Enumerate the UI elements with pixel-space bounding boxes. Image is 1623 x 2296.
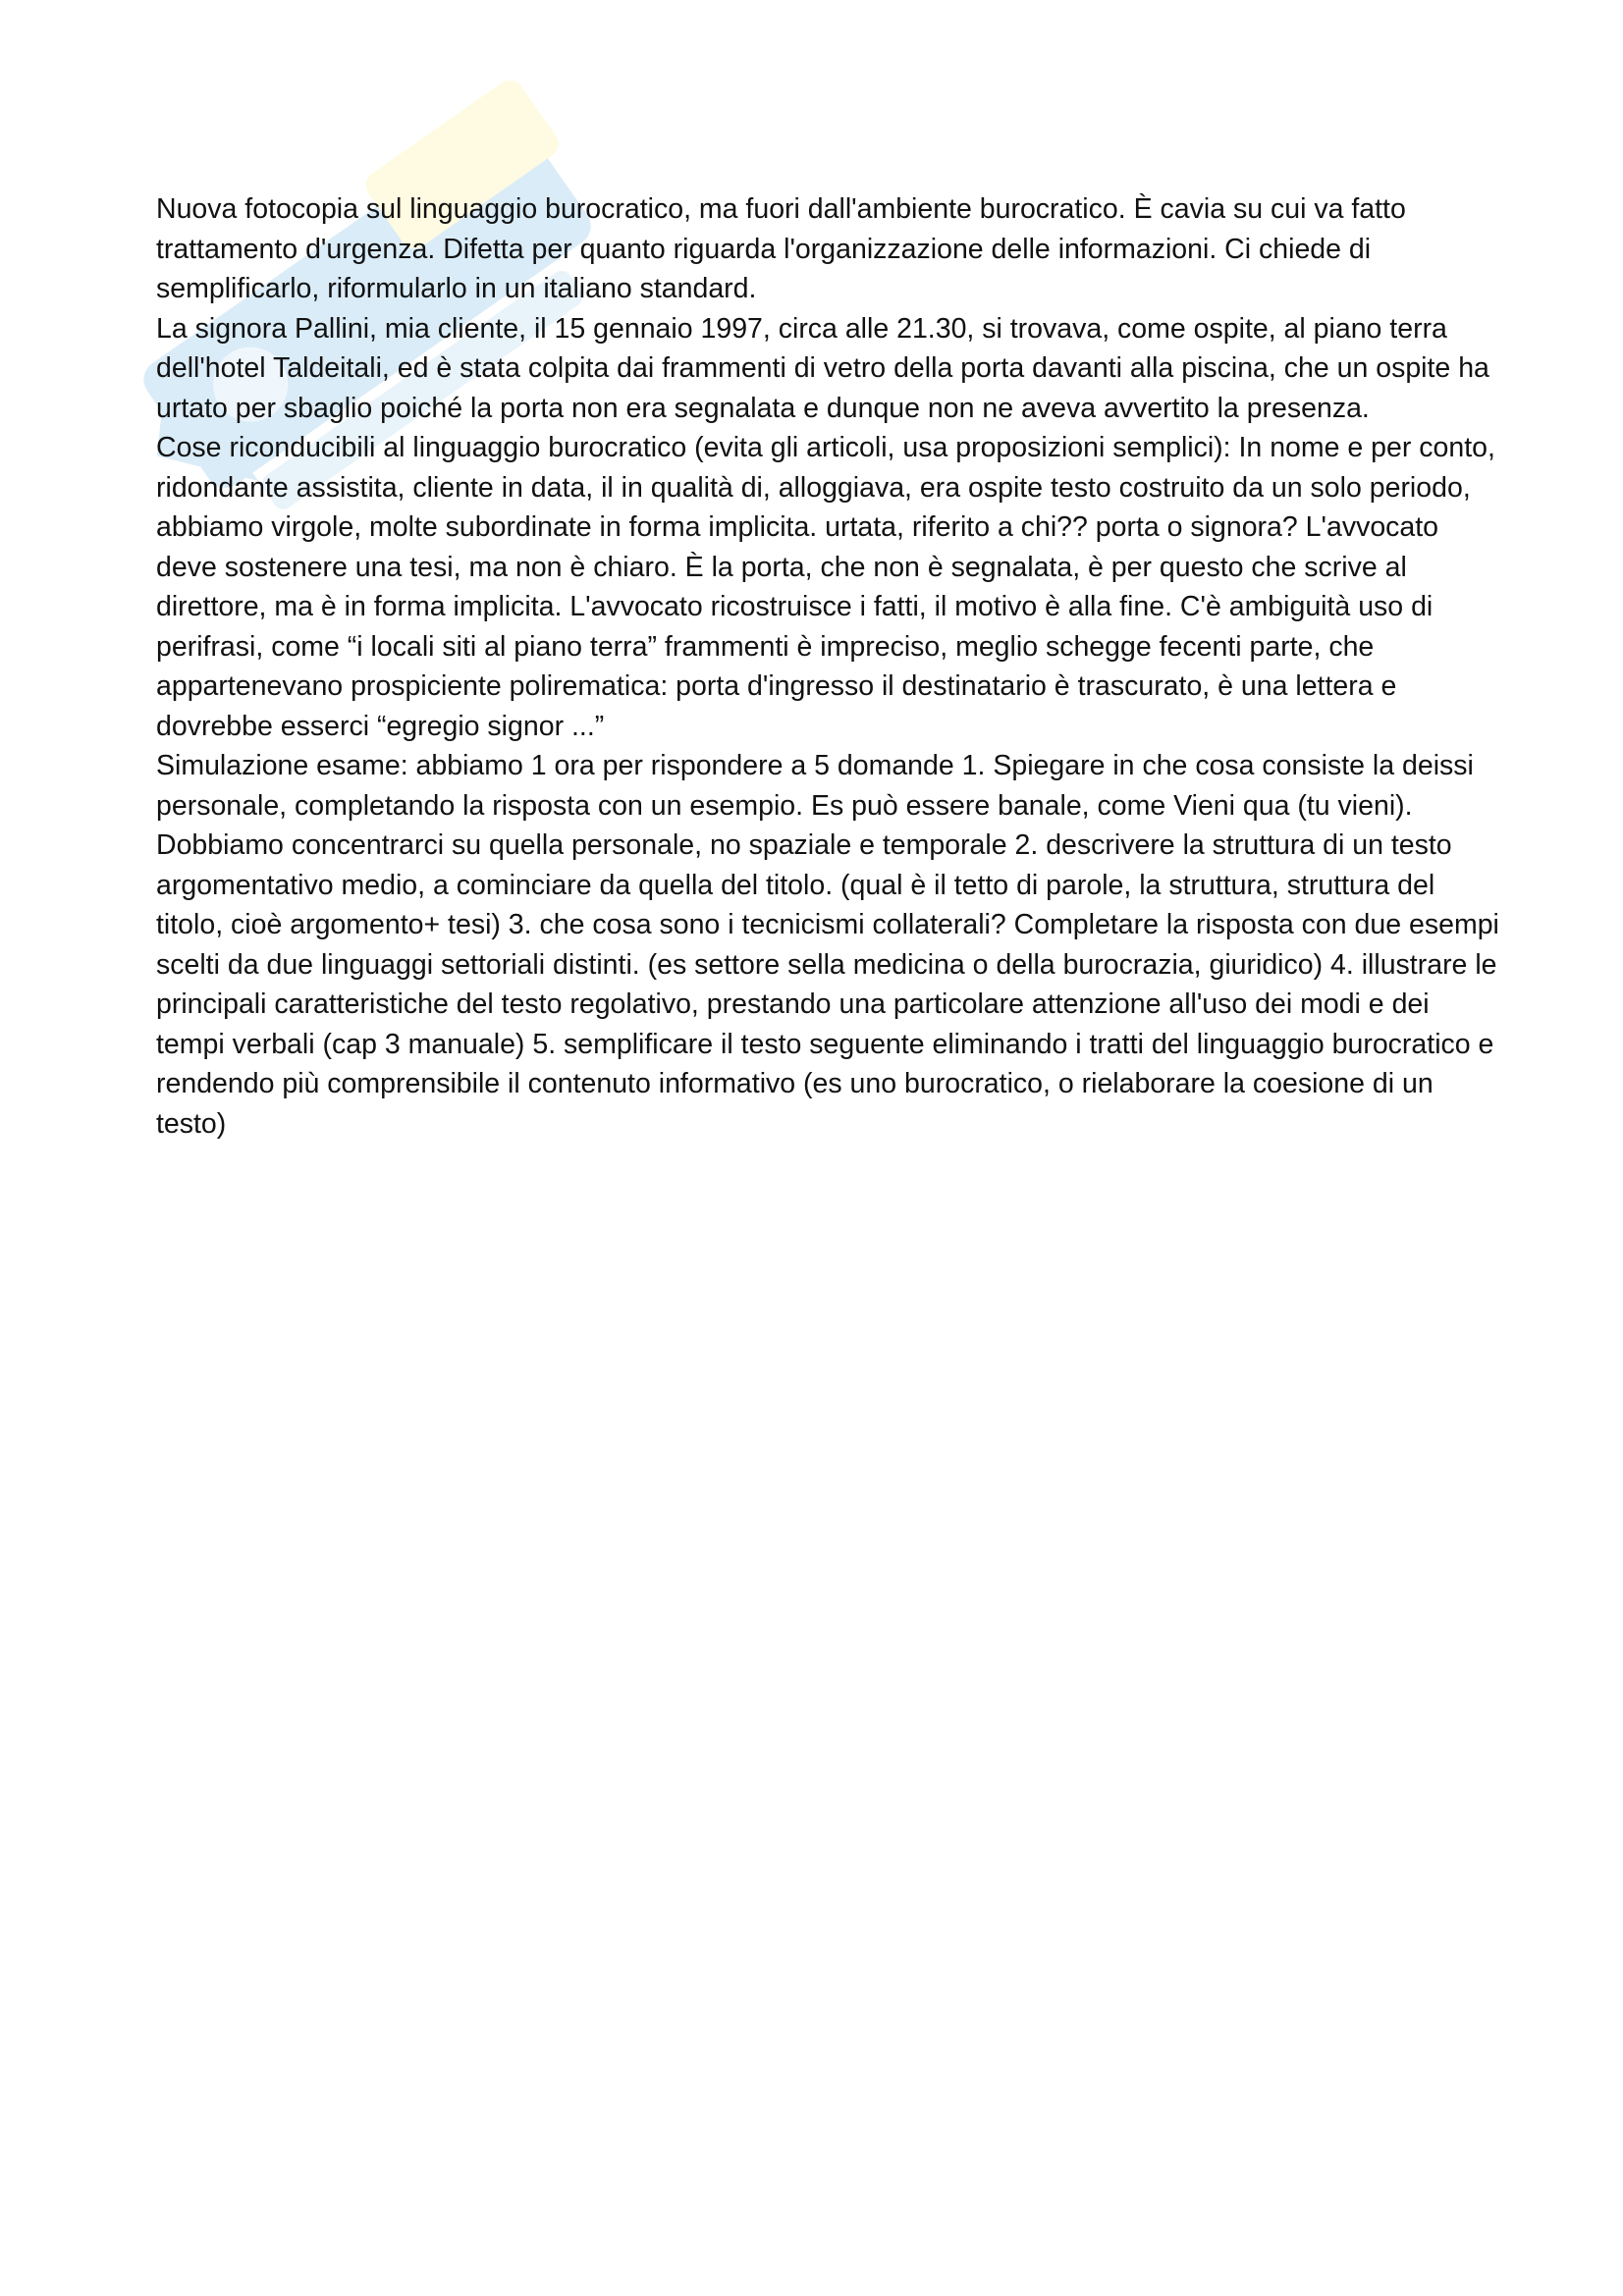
paragraph-example-text: La signora Pallini, mia cliente, il 15 gennaio 1997, circa alle 21.30, si trovava, come ospite, al piano terra dell'hotel Taldeitali, ed è stata colpita dai frammenti di vetro della porta davanti alla piscina, che un ospite ha urtato per sbaglio poiché la porta non era segnalata e dunque non ne aveva avvertito la presenza.: [156, 312, 1489, 424]
paragraph-intro: Nuova fotocopia sul linguaggio burocratico, ma fuori dall'ambiente burocratico. È cavia su cui va fatto trattamento d'urgenza. Difetta per quanto riguarda l'organizzazione delle informazioni. Ci chiede di semplificarlo, riformularlo in un italiano standard.: [156, 193, 1406, 304]
paragraph-bureaucratic-analysis: Cose riconducibili al linguaggio burocratico (evita gli articoli, usa proposizioni semplici): In nome e per conto, ridondante assistita, cliente in data, il in qualità di, alloggiava, era ospite testo costruito da un solo periodo, abbiamo virgole, molte subordinate in forma implicita. urtata, riferito a chi?? porta o signora? L'avvocato deve sostenere una tesi, ma non è chiaro. È la porta, che non è segnalata, è per questo che scrive al direttore, ma è in forma implicita. L'avvocato ricostruisce i fatti, il motivo è alla fine. C'è ambiguità uso di perifrasi, come “i locali siti al piano terra” frammenti è impreciso, meglio schegge fecenti parte, che appartenevano prospiciente polirematica: porta d'ingresso il destinatario è trascurato, è una lettera e dovrebbe esserci “egregio signor ...”: [156, 432, 1495, 742]
document-body: [156, 189, 1501, 1144]
paragraph-exam-simulation: Simulazione esame: abbiamo 1 ora per rispondere a 5 domande 1. Spiegare in che cosa consiste la deissi personale, completando la risposta con un esempio. Es può essere banale, come Vieni qua (tu vieni). Dobbiamo concentrarci su quella personale, no spaziale e temporale 2. descrivere la struttura di un testo argomentativo medio, a cominciare da quella del titolo. (qual è il tetto di parole, la struttura, struttura del titolo, cioè argomento+ tesi) 3. che cosa sono i tecnicismi collaterali? Completare la risposta con due esempi scelti da due linguaggi settoriali distinti. (es settore sella medicina o della burocrazia, giuridico) 4. illustrare le principali caratteristiche del testo regolativo, prestando una particolare attenzione all'uso dei modi e dei tempi verbali (cap 3 manuale) 5. semplificare il testo seguente eliminando i tratti del linguaggio burocratico e rendendo più comprensibile il contenuto informativo (es uno burocratico, o rielaborare la coesione di un testo): [156, 750, 1499, 1140]
